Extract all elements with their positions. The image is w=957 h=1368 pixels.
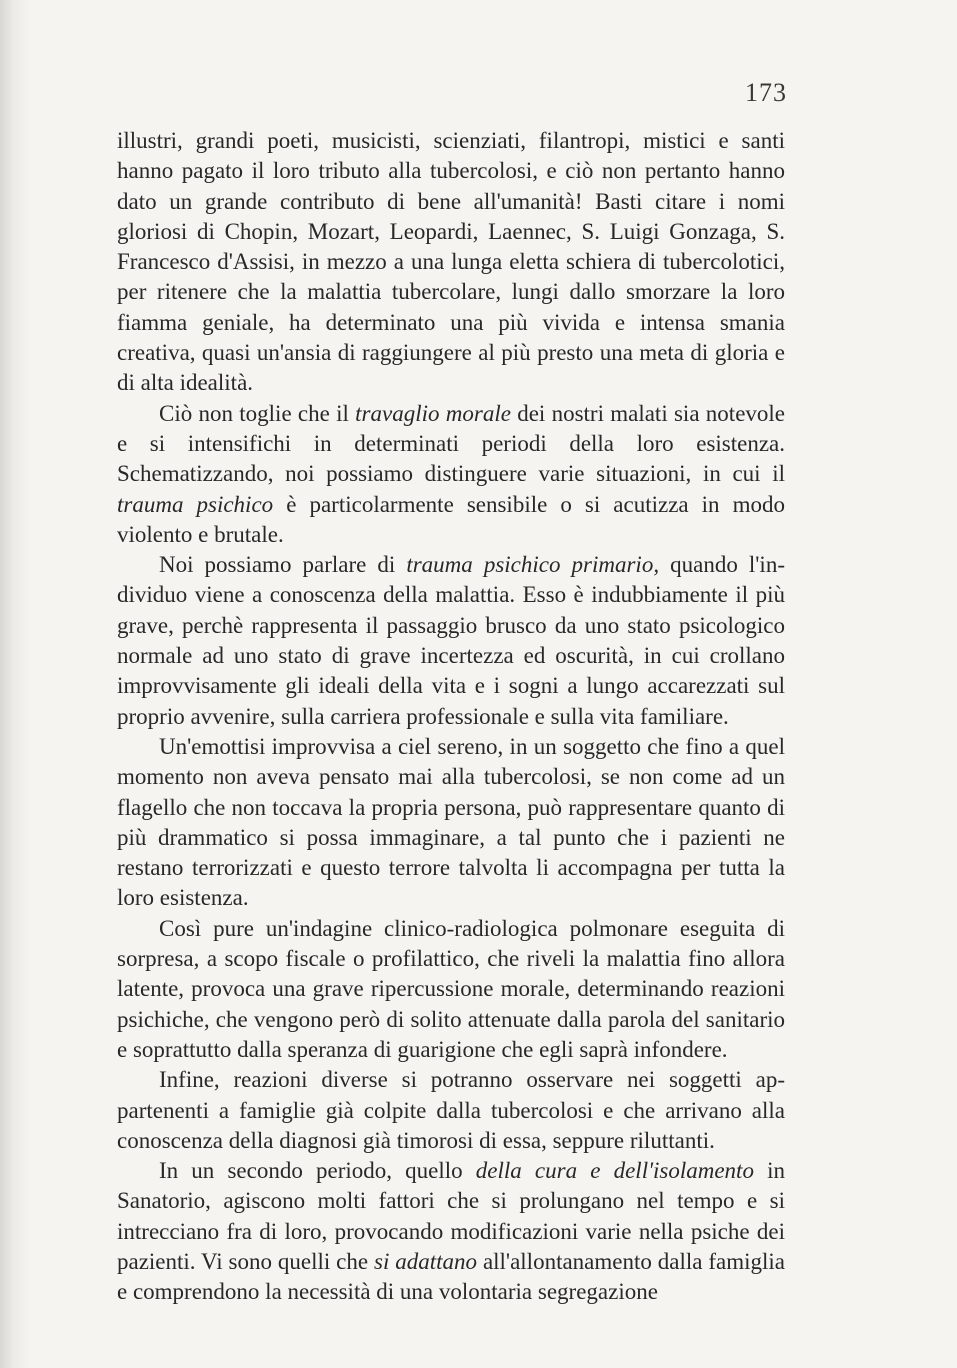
- text-segment: Ciò non toglie che il: [159, 400, 356, 426]
- text-segment: Così pure un'indagine clinico-radiologica polmonare eseguita di sorpresa, a scopo fiscale o profilattico, che riveli la malattia fino allora latente, provoca una grave ripercussione morale, determinando reazioni psichiche, che vengono però di solito attenuate dalla parola del sanitario e soprattutto dalla speranza di guarigione che egli saprà infondere.: [117, 915, 785, 1062]
- paragraph-5: [117, 914, 785, 1065]
- text-segment: illustri, grandi poeti, musicisti, scienziati, filantropi, mistici e santi hanno pagato il loro tributo alla tubercolosi, e ciò non pertanto hanno dato un grande contributo di bene all'umanità! Basti citare i nomi gloriosi di Chopin, Mozart, Leopardi, Laennec, S. Luigi Gonzaga, S. Francesco d'Assisi, in mezzo a una lunga eletta schiera di tubercolotici, per ritenere che la malattia tubercolare, lungi dallo smorzare la loro fiamma geniale, ha determinato una più vivida e intensa smania creativa, quasi un'ansia di raggiungere al più presto una meta di gloria e di alta idealità.: [117, 128, 785, 396]
- text-segment: Un'emottisi improvvisa a ciel sereno, in un soggetto che fino a quel momento non aveva pensato mai alla tubercolosi, se non come ad un flagello che non toccava la propria persona, può rappresentare quanto di più drammatico si possa immaginare, a tal punto che i pazienti ne restano terrorizzati e questo terrore talvolta li accompagna per tutta la loro esistenza.: [117, 733, 785, 911]
- paragraph-7: [117, 1156, 785, 1307]
- text-segment: In un secondo periodo, quello: [159, 1158, 476, 1184]
- text-segment: Infine, reazioni diverse si potranno osservare nei soggetti appartenenti a famiglie già colpite dalla tubercolosi e che arrivano alla conoscenza della diagnosi già timorosi di essa, seppure riluttanti.: [117, 1067, 785, 1153]
- text-segment: dei nostri malati sia notevole e si intensifichi in determinati periodi della loro esistenza. Schematizzando, noi possiamo distinguere varie situazioni, in cui il: [117, 400, 785, 487]
- body-text: [117, 126, 785, 1308]
- italic-term-trauma-psichico-primario: trauma psichico primario,: [406, 552, 660, 578]
- italic-term-trauma-psichico: trauma psichico: [117, 491, 274, 517]
- paragraph-6: [117, 1065, 785, 1156]
- paragraph-2: [117, 399, 785, 550]
- text-segment: è particolarmente sensibile o si acutizza in modo violento e brutale.: [117, 491, 785, 547]
- paragraph-1: [117, 126, 785, 399]
- text-segment: all'allontanamento dalla famiglia e comprendono la necessità di una volontaria segregazione: [117, 1248, 786, 1305]
- text-segment: in Sanatorio, agiscono molti fattori che si prolungano nel tempo e si intrecciano fra di loro, provocando modificazioni varie nella psiche dei pazienti. Vi sono quelli che: [117, 1158, 785, 1274]
- italic-term-si-adattano: si adattano: [374, 1248, 478, 1274]
- page-number: 173: [745, 78, 787, 107]
- paragraph-4: [117, 732, 785, 914]
- text-segment: quando l'individuo viene a conoscenza della malattia. Esso è indubbiamente il più grave, perchè rappresenta il passaggio brusco da uno stato psicologico normale ad uno stato di grave incertezza ed oscurità, in cui crollano improvvisamente gli ideali della vita e i sogni a lungo accarezzati sul proprio avvenire, sulla carriera professionale e sulla vita familiare.: [117, 552, 785, 729]
- paragraph-3: [117, 550, 785, 732]
- italic-term-cura-isolamento: della cura e dell'isolamento: [475, 1158, 754, 1184]
- text-segment: Noi possiamo parlare di: [159, 552, 407, 578]
- italic-term-travaglio-morale: travaglio morale: [355, 400, 511, 426]
